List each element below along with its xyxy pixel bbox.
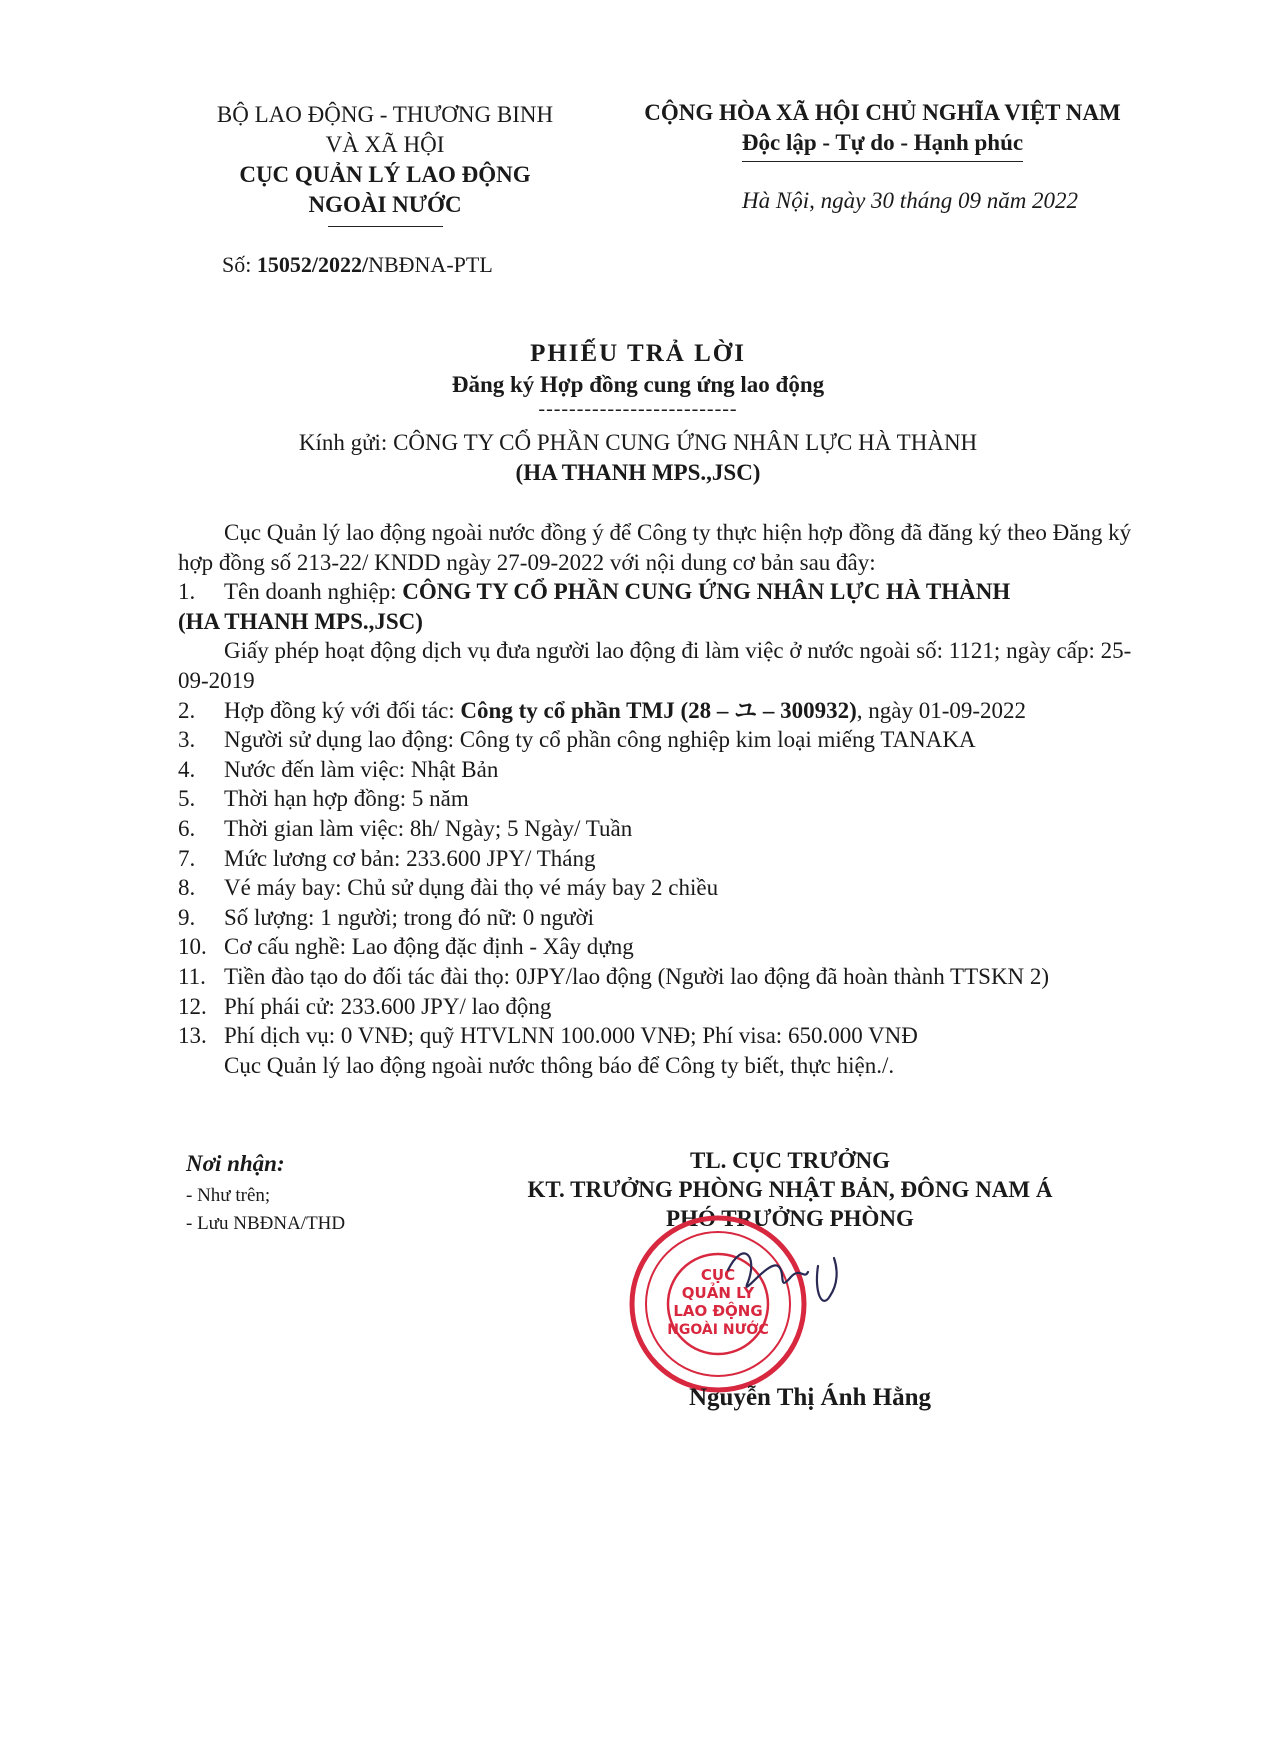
item-number: 13. <box>178 1023 207 1049</box>
recipients-heading: Nơi nhận: <box>186 1151 285 1176</box>
stamp-text: NGOÀI NƯỚC <box>667 1322 769 1338</box>
item-number: 6. <box>178 815 196 841</box>
item-label: Hợp đồng ký với đối tác: <box>224 697 461 723</box>
company-name: CÔNG TY CỔ PHẦN CUNG ỨNG NHÂN LỰC HÀ THÀNH <box>402 579 1011 605</box>
list-item <box>178 844 1148 874</box>
national-header <box>610 98 1155 162</box>
license-paragraph: Giấy phép hoạt động dịch vụ đưa người lao động đi làm việc ở nước ngoài số: 1121; ngày cấp: 25-09-2019 <box>178 638 1132 693</box>
list-item <box>178 932 1148 962</box>
item-number: 10. <box>178 934 207 960</box>
item-text: Thời gian làm việc: 8h/ Ngày; 5 Ngày/ Tuần <box>224 815 633 841</box>
item-number: 5. <box>178 786 196 812</box>
item-number: 4. <box>178 756 196 782</box>
item-text: Phí phái cử: 233.600 JPY/ lao động <box>224 993 552 1019</box>
item-number: 7. <box>178 845 196 871</box>
item-number: 9. <box>178 904 196 930</box>
item-text: Tiền đào tạo do đối tác đài thọ: 0JPY/lao động (Người lao động đã hoàn thành TTSKN 2) <box>224 963 1050 989</box>
item-number: 1. <box>178 579 196 605</box>
ministry-line-1: BỘ LAO ĐỘNG - THƯƠNG BINH <box>216 102 554 127</box>
item-number: 11. <box>178 963 206 989</box>
item-number: 12. <box>178 993 207 1019</box>
closing-paragraph: Cục Quản lý lao động ngoài nước thông báo để Công ty biết, thực hiện./. <box>224 1052 895 1078</box>
list-item <box>178 696 1148 726</box>
addressee-line-2: (HA THANH MPS.,JSC) <box>515 460 761 485</box>
item-text: Vé máy bay: Chủ sử dụng đài thọ vé máy bay 2 chiều <box>224 875 719 901</box>
list-item <box>178 814 1148 844</box>
intro-paragraph: Cục Quản lý lao động ngoài nước đồng ý để Công ty thực hiện hợp đồng đã đăng ký theo Đăng ký hợp đồng số 213-22/ KNDD ngày 27-09-2022 với nội dung cơ bản sau đây: <box>178 520 1132 575</box>
item-text: Nước đến làm việc: Nhật Bản <box>224 756 499 782</box>
doc-number-suffix: NBĐNA-PTL <box>368 252 493 277</box>
doc-number-bold: 15052/2022/ <box>256 252 369 277</box>
national-motto: Độc lập - Tự do - Hạnh phúc <box>742 128 1023 162</box>
official-stamp <box>618 1200 848 1400</box>
item-number: 3. <box>178 727 196 753</box>
signature-title-2: KT. TRƯỞNG PHÒNG NHẬT BẢN, ĐÔNG NAM Á <box>527 1177 1053 1202</box>
item-number: 8. <box>178 875 196 901</box>
signer-name: Nguyễn Thị Ánh Hằng <box>689 1384 931 1411</box>
contract-items-list <box>178 725 1148 1051</box>
stamp-text: QUẢN LÝ <box>681 1284 755 1302</box>
list-item <box>178 992 1148 1022</box>
header-divider <box>328 226 443 227</box>
list-item <box>178 903 1148 933</box>
list-item <box>178 577 1148 607</box>
item-text: Số lượng: 1 người; trong đó nữ: 0 người <box>224 904 595 930</box>
item-text: Phí dịch vụ: 0 VNĐ; quỹ HTVLNN 100.000 VNĐ; Phí visa: 650.000 VNĐ <box>224 1023 918 1049</box>
document-title: PHIẾU TRẢ LỜI <box>530 340 746 367</box>
list-item <box>178 873 1148 903</box>
title-dash-line: -------------------------- <box>538 398 738 420</box>
signature-title-1: TL. CỤC TRƯỞNG <box>690 1148 890 1173</box>
recipient-line: - Lưu NBĐNA/THD <box>186 1213 346 1234</box>
item-label: Tên doanh nghiệp: <box>224 579 403 605</box>
item-text: Mức lương cơ bản: 233.600 JPY/ Tháng <box>224 845 596 871</box>
recipients <box>186 1150 345 1238</box>
issuing-authority <box>170 100 600 227</box>
list-item <box>178 725 1148 755</box>
item-number: 2. <box>178 697 196 723</box>
list-item <box>178 962 1148 992</box>
date-line: Hà Nội, ngày 30 tháng 09 năm 2022 <box>742 188 1079 213</box>
department-line-2: NGOÀI NƯỚC <box>308 192 462 217</box>
list-item <box>178 755 1148 785</box>
addressee-line-1: Kính gửi: CÔNG TY CỔ PHẦN CUNG ỨNG NHÂN LỰC HÀ THÀNH <box>298 430 978 455</box>
ministry-line-2: VÀ XÃ HỘI <box>325 132 445 157</box>
company-short-name: (HA THANH MPS.,JSC) <box>178 608 423 634</box>
doc-number-prefix: Số: <box>222 252 257 277</box>
document-subtitle: Đăng ký Hợp đồng cung ứng lao động <box>451 372 825 397</box>
stamp-text: CỤC <box>700 1266 736 1284</box>
document-body <box>178 518 1148 1080</box>
item-text: Thời hạn hợp đồng: 5 năm <box>224 786 469 812</box>
addressee <box>0 428 1276 488</box>
list-item <box>178 784 1148 814</box>
contract-date: , ngày 01-09-2022 <box>856 697 1027 723</box>
country-name: CỘNG HÒA XÃ HỘI CHỦ NGHĨA VIỆT NAM <box>644 100 1121 125</box>
item-text: Cơ cấu nghề: Lao động đặc định - Xây dựng <box>224 934 634 960</box>
document-number <box>222 252 493 278</box>
item-text: Người sử dụng lao động: Công ty cổ phần công nghiệp kim loại miếng TANAKA <box>224 727 976 753</box>
department-line-1: CỤC QUẢN LÝ LAO ĐỘNG <box>239 162 531 187</box>
partner-name: Công ty cổ phần TMJ (28 – ユ – 300932) <box>460 697 857 723</box>
list-item <box>178 1021 1148 1051</box>
signature-title-3: PHÓ TRƯỞNG PHÒNG <box>666 1206 914 1231</box>
stamp-text: LAO ĐỘNG <box>673 1302 763 1320</box>
recipient-line: - Như trên; <box>186 1185 271 1206</box>
